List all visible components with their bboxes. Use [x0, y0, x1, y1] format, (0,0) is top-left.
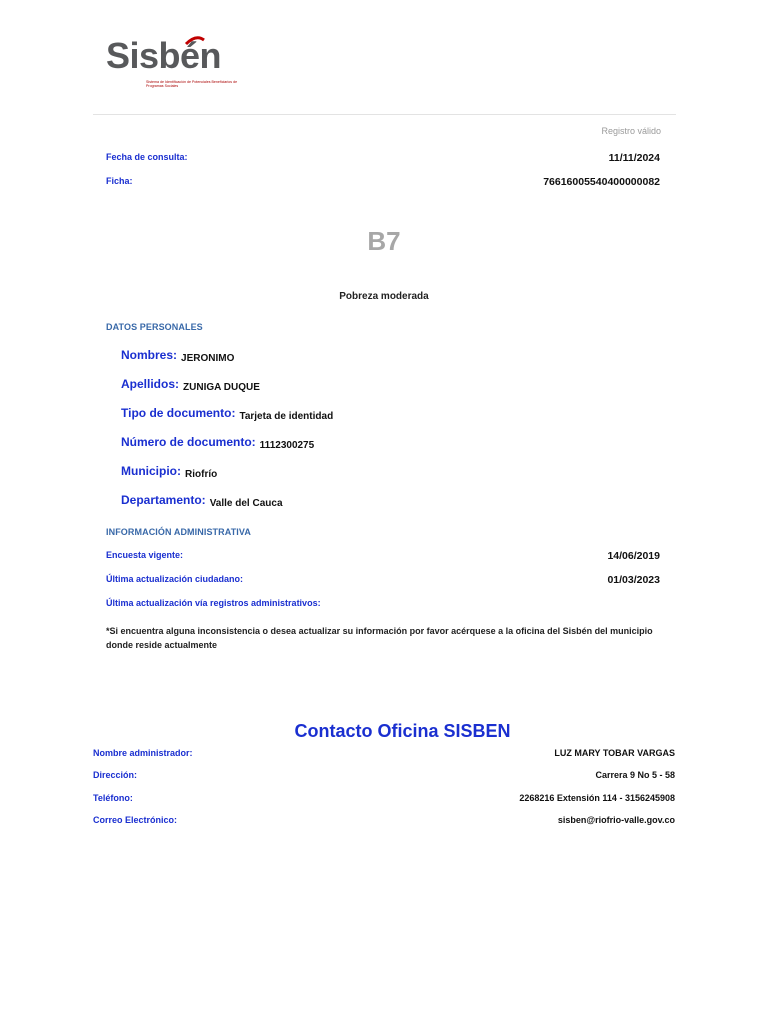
field-nombres [121, 346, 234, 364]
contact-email-value[interactable]: sisben@riofrio-valle.gov.co [557, 815, 675, 825]
field-value: ZUNIGA DUQUE [183, 382, 260, 393]
sisben-logo [106, 34, 238, 100]
field-label: Número de documento: [121, 435, 256, 449]
ficha-label: Ficha: [106, 176, 133, 186]
contact-phone-value: 2268216 Extensión 114 - 3156245908 [519, 793, 675, 803]
field-label: Departamento: [121, 493, 206, 507]
fecha-consulta-value: 11/11/2024 [608, 152, 660, 164]
ficha-value: 76616005540400000082 [543, 176, 660, 188]
sisben-group: B7 [367, 226, 401, 256]
field-tipo-documento [121, 404, 333, 422]
encuesta-vigente-value: 14/06/2019 [607, 550, 660, 562]
actualizacion-registros-label: Última actualización vía registros administrativos: [106, 598, 321, 608]
field-value: JERONIMO [181, 353, 235, 364]
field-label: Nombres: [121, 348, 178, 362]
field-numero-documento [121, 433, 314, 451]
field-value: Riofrío [185, 469, 218, 480]
field-label: Apellidos: [121, 377, 180, 391]
contact-phone-label: Teléfono: [93, 793, 133, 803]
contact-title: Contacto Oficina SISBEN [294, 721, 511, 741]
field-municipio [121, 462, 217, 480]
encuesta-vigente-label: Encuesta vigente: [106, 550, 184, 560]
actualizacion-ciudadano-label: Última actualización ciudadano: [106, 574, 244, 584]
field-value: Valle del Cauca [209, 498, 283, 509]
logo-subtitle: Sistema de Identificación de Potenciales Beneficiarios de Programas Sociales [146, 80, 238, 89]
contact-email-label: Correo Electrónico: [93, 815, 178, 825]
actualizacion-ciudadano-value: 01/03/2023 [607, 574, 660, 586]
field-departamento [121, 491, 283, 509]
fecha-consulta-label: Fecha de consulta: [106, 152, 188, 162]
header-divider [93, 114, 676, 115]
contact-address-value: Carrera 9 No 5 - 58 [595, 770, 675, 780]
field-value: Tarjeta de identidad [239, 411, 334, 422]
field-label: Municipio: [121, 464, 181, 478]
logo-swoosh-icon [166, 34, 206, 64]
logo-wordmark: Sisbén [106, 35, 222, 76]
record-status: Registro válido [601, 126, 661, 136]
contact-admin-value: LUZ MARY TOBAR VARGAS [554, 748, 675, 758]
field-label: Tipo de documento: [121, 406, 236, 420]
inconsistency-note: *Si encuentra alguna inconsistencia o desea actualizar su información por favor acérquese a la oficina del Sisbén del municipio donde reside actualmente [106, 626, 653, 650]
contact-admin-label: Nombre administrador: [93, 748, 193, 758]
field-value: 1112300275 [259, 440, 315, 451]
section-title-admin: INFORMACIÓN ADMINISTRATIVA [106, 527, 251, 537]
field-apellidos [121, 375, 260, 393]
group-description: Pobreza moderada [339, 291, 429, 302]
section-title-personal: DATOS PERSONALES [106, 322, 203, 332]
contact-address-label: Dirección: [93, 770, 138, 780]
